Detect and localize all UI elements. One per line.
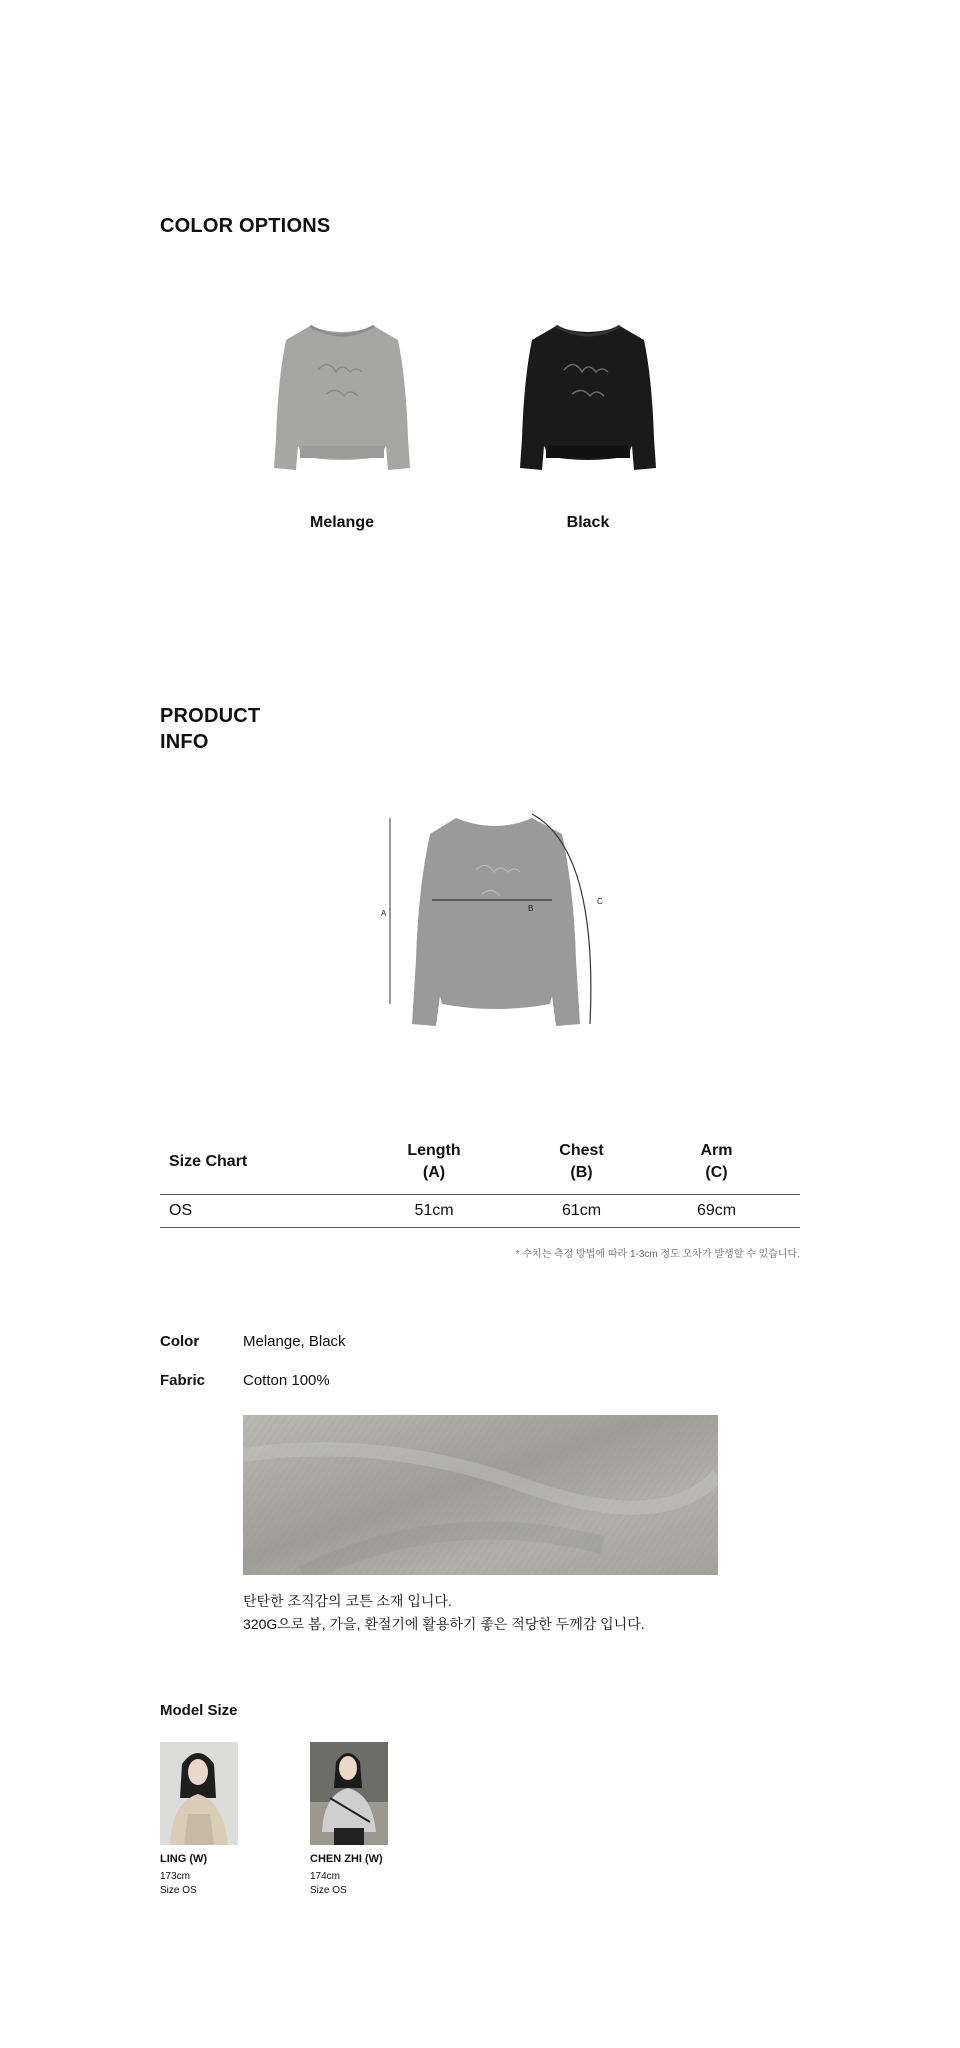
swatch-label-melange: Melange [309, 514, 374, 531]
fabric-texture-image [243, 1415, 718, 1575]
model-size-heading: Model Size [160, 1702, 238, 1719]
fabric-label: Fabric [160, 1372, 206, 1389]
header-length: Length (A) [407, 1142, 461, 1181]
fabric-description-line2: 320G으로 봄, 가을, 환절기에 활용하기 좋은 적당한 두께감 입니다. [243, 1616, 645, 1632]
swatch-label-black: Black [566, 514, 610, 531]
model-name-ling: LING (W) [160, 1853, 208, 1865]
fabric-value: Cotton 100% [243, 1372, 330, 1389]
product-info-heading [160, 703, 260, 755]
header-arm: Arm (C) [700, 1142, 733, 1181]
color-label: Color [160, 1333, 200, 1350]
product-info-heading-line1: PRODUCT [160, 705, 261, 727]
model-name-chen-zhi: CHEN ZHI (W) [310, 1853, 383, 1865]
size-chart-header-row [160, 1136, 800, 1195]
model-height-ling: 173cm [160, 1871, 191, 1882]
model-size-chen-zhi: Size OS [310, 1885, 347, 1896]
color-value: Melange, Black [243, 1333, 346, 1350]
table-row [160, 1195, 800, 1228]
model-height-chen-zhi: 174cm [310, 1871, 341, 1882]
label-c: C [597, 897, 603, 906]
measurement-note: * 수치는 측정 방법에 따라 1-3cm 정도 오차가 발생할 수 있습니다. [515, 1249, 800, 1260]
cell-length: 51cm [414, 1202, 454, 1219]
cell-size: OS [169, 1202, 193, 1219]
measurement-diagram [376, 810, 616, 1036]
cell-arm: 69cm [696, 1202, 737, 1219]
black-sweatshirt-image[interactable] [518, 318, 658, 482]
cell-chest: 61cm [561, 1202, 602, 1219]
model-size-ling: Size OS [160, 1885, 197, 1896]
fabric-description [243, 1590, 645, 1636]
header-chest: Chest (B) [559, 1142, 604, 1181]
diagram-garment [412, 818, 580, 1026]
melange-sweatshirt-image[interactable] [272, 318, 412, 482]
color-options-heading: COLOR OPTIONS [160, 215, 331, 237]
model-photo-chen-zhi[interactable] [310, 1742, 388, 1845]
header-size-chart: Size Chart [169, 1153, 248, 1170]
model-photo-ling[interactable] [160, 1742, 238, 1845]
product-info-heading-line2: INFO [160, 731, 209, 753]
fabric-description-line1: 탄탄한 조직감의 코튼 소재 입니다. [243, 1593, 452, 1609]
label-b: B [528, 904, 534, 913]
size-chart [160, 1136, 800, 1228]
label-a: A [381, 909, 387, 918]
